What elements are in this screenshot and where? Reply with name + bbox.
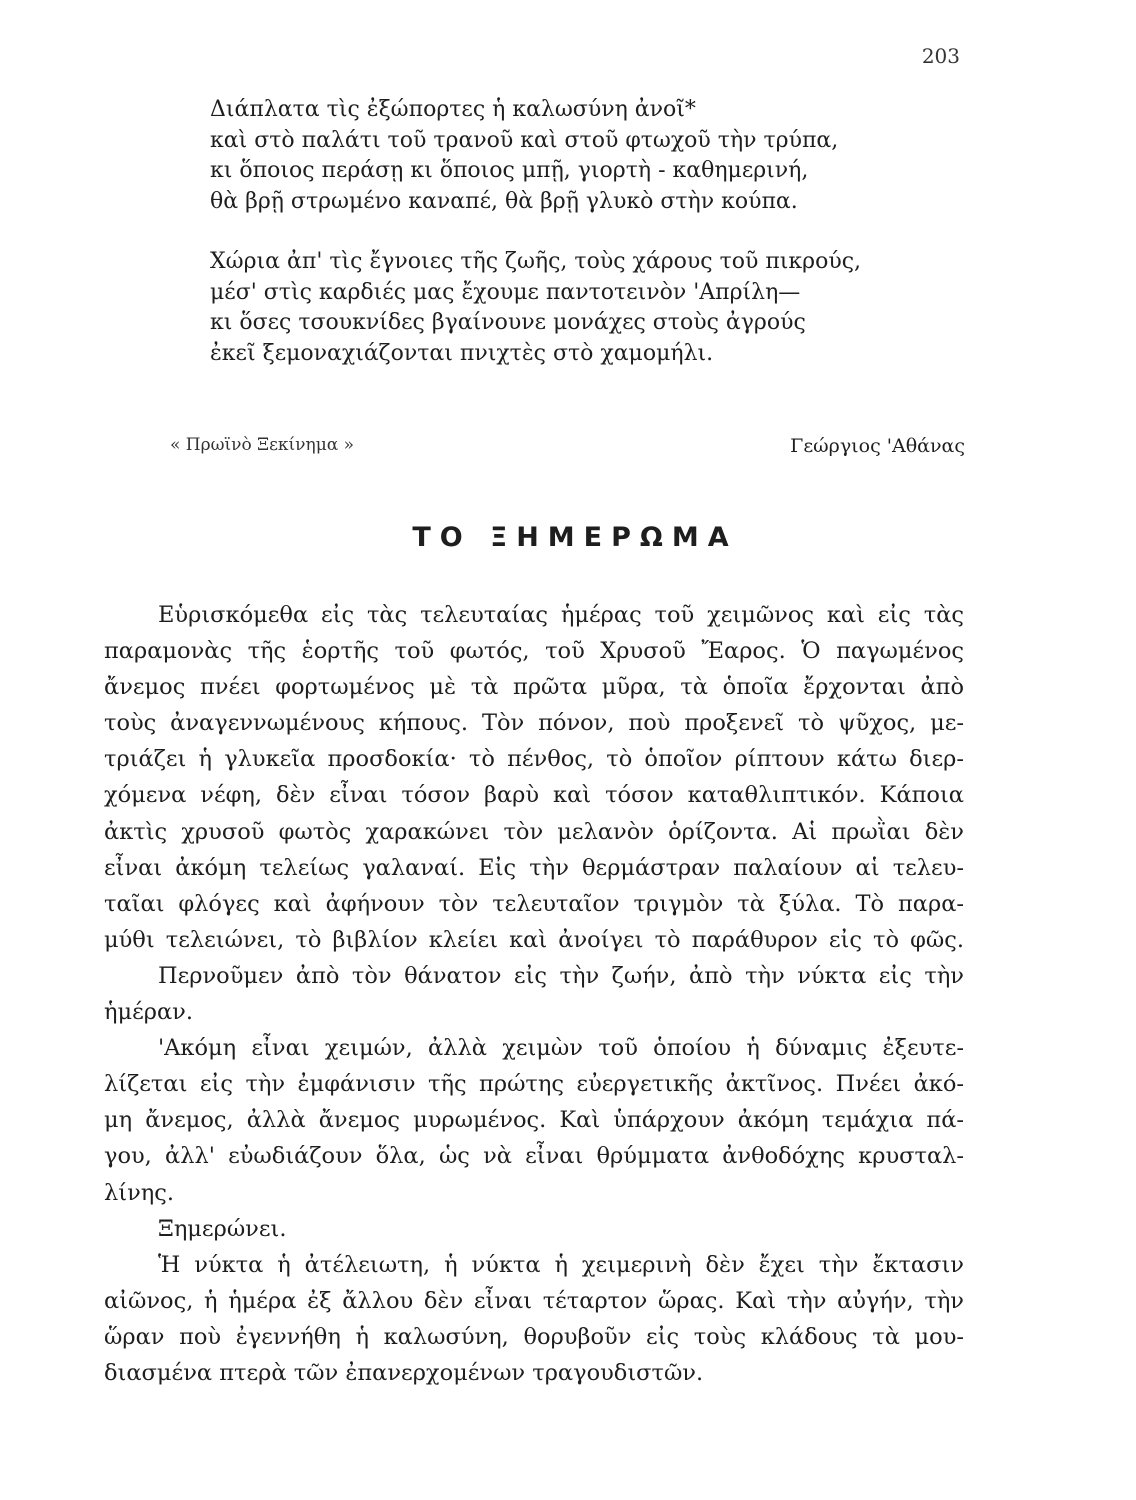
prose-line: ἀκτὶς χρυσοῦ φωτὸς χαρακώνει τὸν μελανὸν ὁρίζοντα. Αἱ πρωῒαι δὲν <box>104 818 964 845</box>
poem <box>210 95 990 369</box>
prose-line: μύθι τελειώνει, τὸ βιβλίον κλείει καὶ ἀνοίγει τὸ παράθυρον εἰς τὸ φῶς. <box>104 926 964 953</box>
poem-line: ἐκεῖ ξεμοναχιάζονται πνιχτὲς στὸ χαμομήλι. <box>210 340 714 366</box>
prose-line: αἰῶνος, ἡ ἡμέρα ἐξ ἄλλου δὲν εἶναι τέταρτον ὥρας. Καὶ τὴν αὐγήν, τὴν <box>104 1287 964 1314</box>
prose-line: μη ἄνεμος, ἀλλὰ ἄνεμος μυρωμένος. Καὶ ὑπάρχουν ἀκόμη τεμάχια πά- <box>104 1107 964 1134</box>
poem-stanza <box>210 247 990 369</box>
attribution-source: « Πρωϊνὸ Ξεκίνημα » <box>170 435 355 455</box>
prose-line: ἄνεμος πνέει φορτωμένος μὲ τὰ πρῶτα μῦρα, τὰ ὁποῖα ἔρχονται ἀπὸ <box>104 674 964 701</box>
poem-line: Χώρια ἀπ' τὶς ἔγνοιες τῆς ζωῆς, τοὺς χάρους τοῦ πικρούς, <box>210 249 862 274</box>
poem-line: κι ὅσες τσουκνίδες βγαίνουνε μονάχες στοὺς ἀγρούς <box>210 310 806 335</box>
poem-stanza <box>210 95 990 247</box>
prose-line: ἡμέραν. <box>104 999 194 1026</box>
poem-line: θὰ βρῇ στρωμένο καναπέ, θὰ βρῇ γλυκὸ στὴν κούπα. <box>210 188 798 214</box>
poem-line: μέσ' στὶς καρδιές μας ἔχουμε παντοτεινὸν 'Απρίλη— <box>210 279 801 305</box>
poem-line: καὶ στὸ παλάτι τοῦ τρανοῦ καὶ στοῦ φτωχοῦ τὴν τρύπα, <box>210 127 839 153</box>
prose-line: Εὑρισκόμεθα εἰς τὰς τελευταίας ἡμέρας τοῦ χειμῶνος καὶ εἰς τὰς <box>158 602 964 628</box>
prose-line: Ἡ νύκτα ἡ ἀτέλειωτη, ἡ νύκτα ἡ χειμερινὴ δὲν ἔχει τὴν ἔκτασιν <box>158 1251 964 1278</box>
prose-line: χόμενα νέφη, δὲν εἶναι τόσον βαρὺ καὶ τόσον καταθλιπτικόν. Κάποια <box>104 782 964 809</box>
poem-line: κι ὅποιος περάσῃ κι ὅποιος μπῇ, γιορτὴ - καθημερινή, <box>210 158 809 183</box>
prose-line: παραμονὰς τῆς ἑορτῆς τοῦ φωτός, τοῦ Χρυσοῦ Ἔαρος. Ὁ παγωμένος <box>104 638 964 665</box>
section-heading: ΤΟ ΞΗΜΕΡΩΜΑ <box>412 522 738 553</box>
poem-attribution <box>170 435 965 461</box>
prose-line: τοὺς ἀναγεννωμένους κήπους. Τὸν πόνον, ποὺ προξενεῖ τὸ ψῦχος, με- <box>104 710 964 737</box>
prose-line: Ξημερώνει. <box>158 1215 287 1242</box>
prose-line: διασμένα πτερὰ τῶν ἐπανερχομένων τραγουδιστῶν. <box>104 1359 704 1386</box>
poem-line: Διάπλατα τὶς ἐξώπορτες ἡ καλωσύνη ἀνοῖ* <box>210 97 696 122</box>
prose-line: εἶναι ἀκόμη τελείως γαλαναί. Εἰς τὴν θερμάστραν παλαίουν αἱ τελευ- <box>104 854 964 881</box>
prose-body <box>104 597 964 1391</box>
prose-line: 'Ακόμη εἶναι χειμών, ἀλλὰ χειμὼν τοῦ ὁποίου ἡ δύναμις ἐξευτε- <box>158 1035 964 1062</box>
prose-line: λίνης. <box>104 1179 174 1206</box>
prose-line: λίζεται εἰς τὴν ἐμφάνισιν τῆς πρώτης εὐεργετικῆς ἀκτῖνος. Πνέει ἀκό- <box>104 1071 964 1098</box>
prose-line: ταῖαι φλόγες καὶ ἀφήνουν τὸν τελευταῖον τριγμὸν τὰ ξύλα. Τὸ παρα- <box>104 890 964 917</box>
prose-line: ὥραν ποὺ ἐγεννήθη ἡ καλωσύνη, θορυβοῦν εἰς τοὺς κλάδους τὰ μου- <box>104 1323 964 1350</box>
prose-line: γου, ἀλλ' εὐωδιάζουν ὅλα, ὡς νὰ εἶναι θρύμματα ἀνθοδόχης κρυσταλ- <box>104 1143 964 1170</box>
prose-line: Περνοῦμεν ἀπὸ τὸν θάνατον εἰς τὴν ζωήν, ἀπὸ τὴν νύκτα εἰς τὴν <box>158 962 964 989</box>
page-number: 203 <box>921 44 960 68</box>
attribution-author: Γεώργιος 'Αθάνας <box>790 435 965 457</box>
prose-line: τριάζει ἡ γλυκεῖα προσδοκία· τὸ πένθος, τὸ ὁποῖον ρίπτουν κάτω διερ- <box>104 746 964 773</box>
